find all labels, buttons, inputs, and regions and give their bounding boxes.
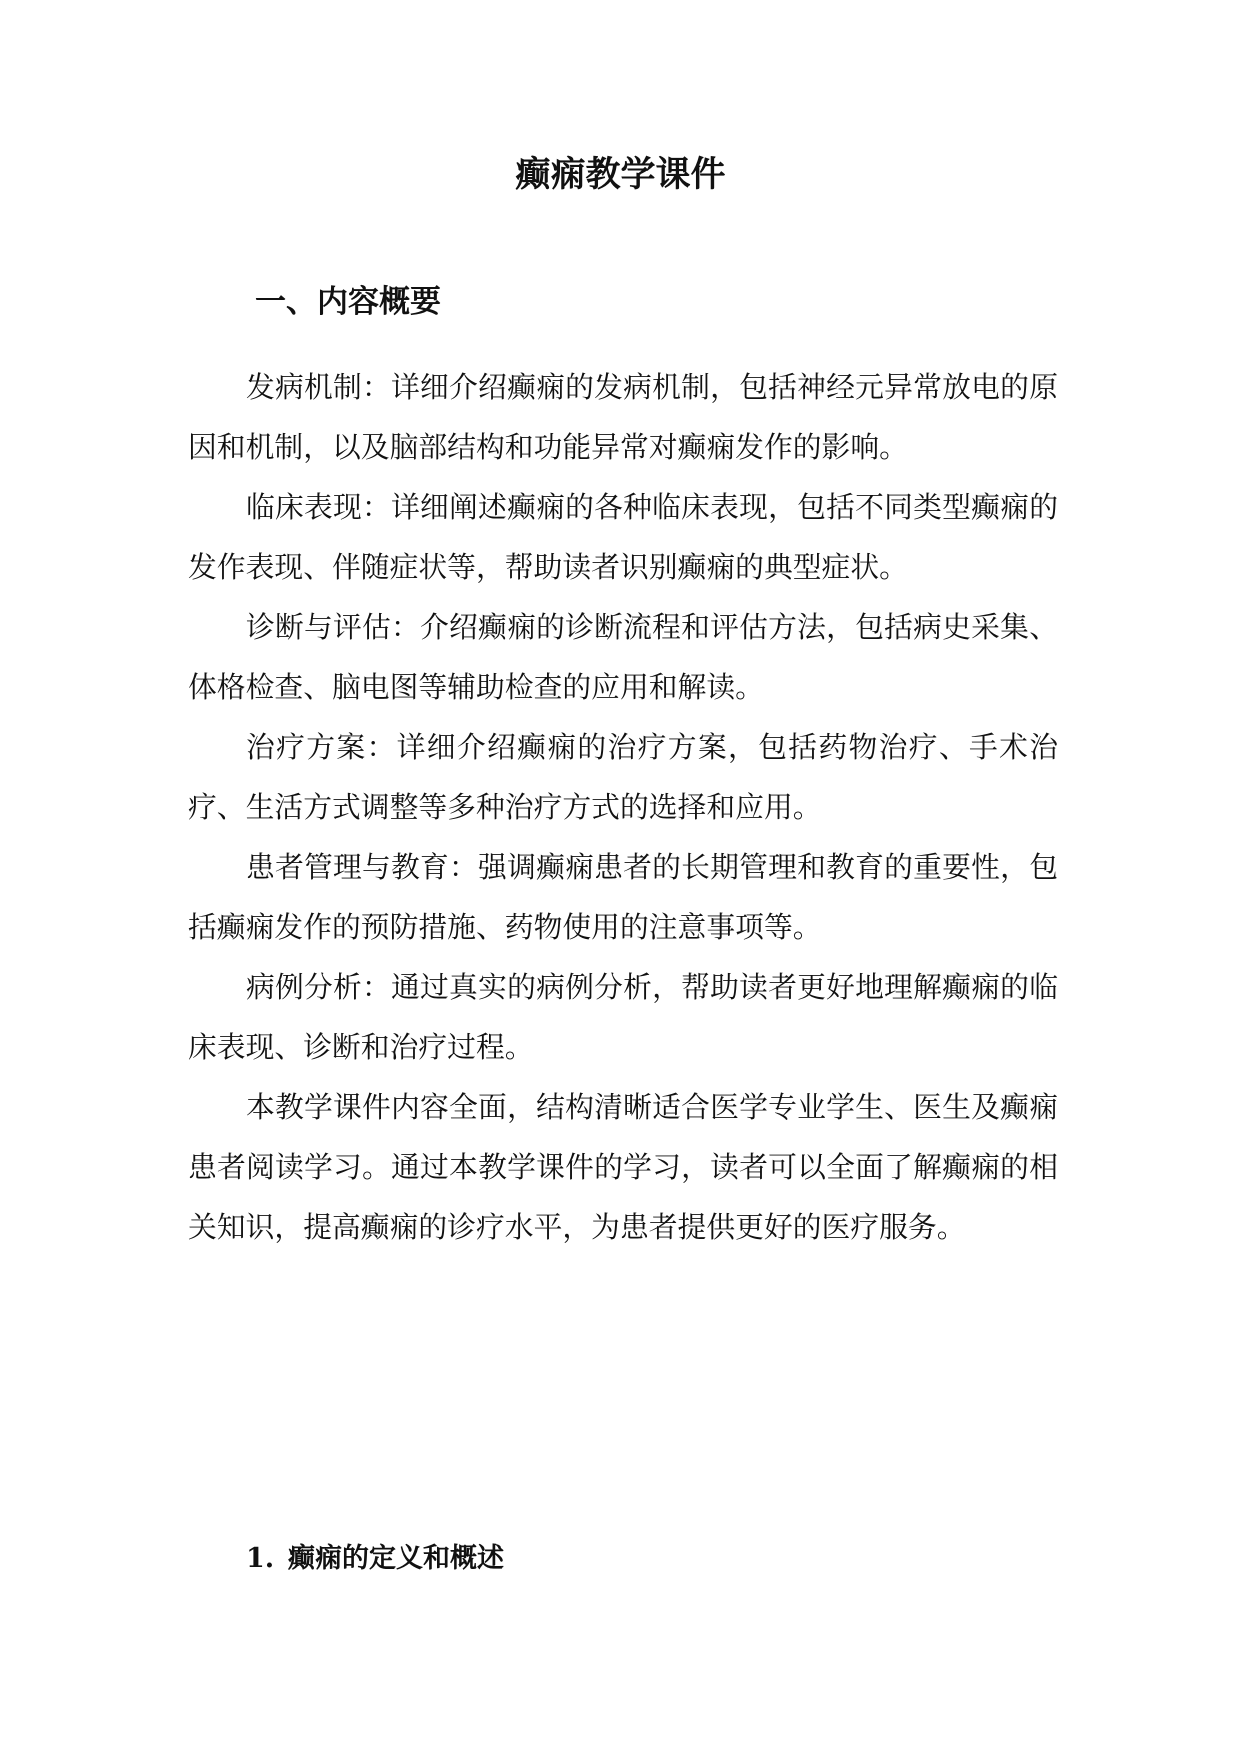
paragraph-treatment: 治疗方案：详细介绍癫痫的治疗方案，包括药物治疗、手术治疗、生活方式调整等多种治疗方式的选择和应用。 xyxy=(188,730,1058,824)
content-body xyxy=(188,357,1058,1257)
subsection-label: 癫痫的定义和概述 xyxy=(288,1543,504,1574)
document-title: 癫痫教学课件 xyxy=(515,154,726,195)
paragraph-pathogenesis: 发病机制：详细介绍癫痫的发病机制，包括神经元异常放电的原因和机制，以及脑部结构和功能异常对癫痫发作的影响。 xyxy=(188,370,1058,464)
paragraph-summary: 本教学课件内容全面，结构清晰适合医学专业学生、医生及癫痫患者阅读学习。通过本教学课件的学习，读者可以全面了解癫痫的相关知识，提高癫痫的诊疗水平，为患者提供更好的医疗服务。 xyxy=(188,1090,1058,1244)
subsection-number: 1. xyxy=(246,1543,275,1574)
subsection-heading xyxy=(246,1537,504,1581)
section-heading: 一、内容概要 xyxy=(255,284,441,320)
paragraph-clinical-manifestations: 临床表现：详细阐述癫痫的各种临床表现，包括不同类型癫痫的发作表现、伴随症状等，帮助读者识别癫痫的典型症状。 xyxy=(188,490,1058,584)
paragraph-case-analysis: 病例分析：通过真实的病例分析，帮助读者更好地理解癫痫的临床表现、诊断和治疗过程。 xyxy=(188,970,1058,1064)
paragraph-diagnosis: 诊断与评估：介绍癫痫的诊断流程和评估方法，包括病史采集、体格检查、脑电图等辅助检查的应用和解读。 xyxy=(188,610,1058,704)
paragraph-patient-management: 患者管理与教育：强调癫痫患者的长期管理和教育的重要性，包括癫痫发作的预防措施、药物使用的注意事项等。 xyxy=(188,850,1058,944)
